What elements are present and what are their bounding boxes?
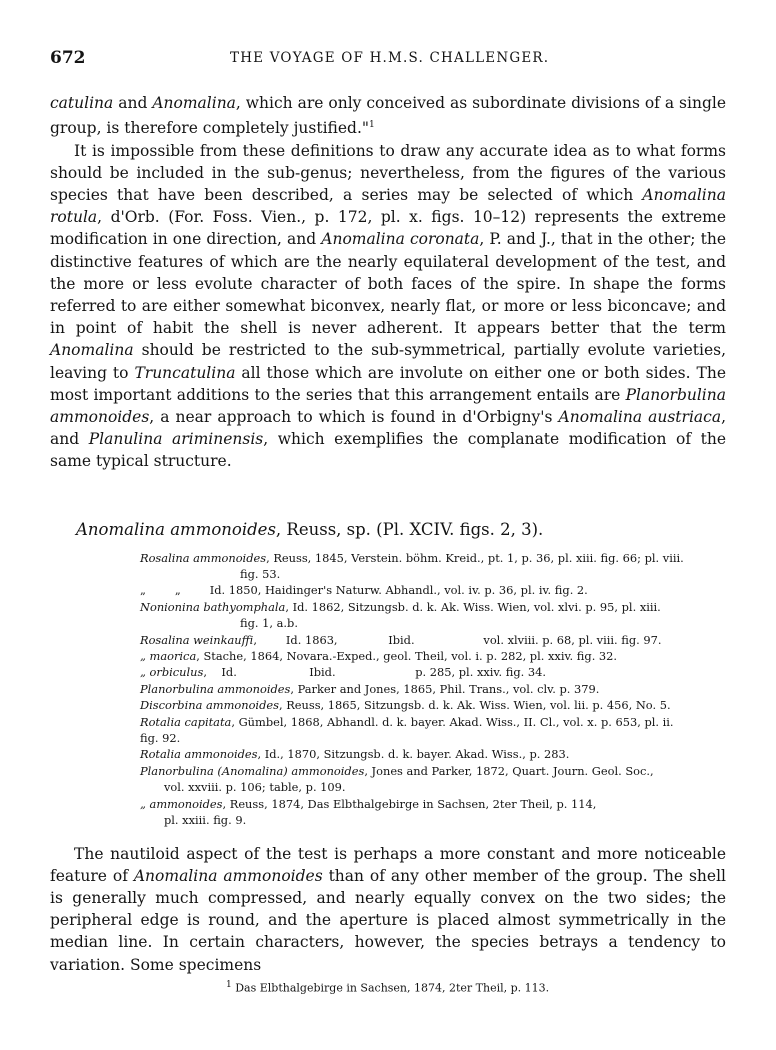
- species-name: Anomalina ammonoides: [76, 519, 276, 539]
- synonymy-entry: [140, 779, 726, 795]
- synonymy-entry: [140, 599, 726, 615]
- paragraph-2: [50, 140, 726, 473]
- synonym-name: Rosalina ammonoides: [140, 550, 267, 565]
- page: [50, 40, 726, 994]
- taxon-name: Anomalina austriaca: [558, 408, 722, 426]
- synonym-citation: , Stache, 1864, Novara.-Exped., geol. Theil, vol. i. p. 282, pl. xxiv. fig. 32.: [196, 649, 618, 664]
- synonymy-entry: [140, 582, 726, 598]
- synonym-citation: , Id. Ibid. p. 285, pl. xxiv. fig. 34.: [203, 665, 546, 680]
- synonym-citation: , Reuss, 1845, Verstein. böhm. Kreid., pt. 1, p. 36, pl. xiii. fig. 66; pl. viii.: [266, 550, 684, 565]
- text-span: , which are only conceived as subordinate divisions of a single group, is therefore completely justified.": [50, 94, 726, 138]
- synonym-citation: , Gümbel, 1868, Abhandl. d. k. bayer. Akad. Wiss., II. Cl., vol. x. p. 653, pl. ii.: [231, 714, 674, 729]
- synonymy-entry: [140, 714, 726, 730]
- synonymy-entry: [140, 632, 726, 648]
- synonymy-list: [140, 550, 726, 829]
- taxon-name: Anomalina coronata: [321, 230, 480, 249]
- synonymy-entry: [140, 746, 726, 762]
- synonym-citation: , Reuss, 1874, Das Elbthalgebirge in Sachsen, 2ter Theil, p. 114,: [222, 796, 597, 811]
- synonym-name: Rotalia ammonoides: [140, 747, 258, 762]
- footnote-marker: 1: [369, 120, 375, 131]
- text-span: The nautiloid aspect of the test is perhaps a more constant and more noticeable feature of: [50, 844, 726, 885]
- synonym-name: Rotalia capitata: [140, 714, 232, 729]
- synonym-citation: fig. 1, a.b.: [240, 616, 298, 631]
- genus-anomalina: Anomalina: [152, 94, 236, 112]
- text-span: should be restricted to the sub-symmetrical, partially evolute varieties, leaving to: [50, 341, 726, 382]
- synonym-name: Rosalina weinkauffi: [140, 632, 254, 647]
- synonymy-entry: [140, 664, 726, 680]
- synonym-name: Nonionina bathyomphala: [140, 599, 286, 614]
- text-span: all those which are involute on either one or both sides. The most important additions to the series that this arrangement entails are: [50, 363, 727, 404]
- synonym-citation: fig. 92.: [140, 731, 181, 746]
- synonymy-entry: [140, 812, 726, 828]
- synonymy-entry: [140, 550, 726, 566]
- footnote-text: Das Elbthalgebirge in Sachsen, 1874, 2ter Theil, p. 113.: [231, 981, 550, 995]
- synonym-name: Planorbulina ammonoides: [140, 681, 291, 696]
- paragraph-3: [50, 843, 726, 976]
- synonym-name: „ orbiculus: [140, 665, 204, 680]
- synonym-citation: , Id. 1863, Ibid. vol. xlviii. p. 68, pl. viii. fig. 97.: [253, 632, 662, 647]
- synonymy-entry: [140, 697, 726, 713]
- paragraph-1: [50, 92, 726, 140]
- text-span: , d'Orb. (For. Foss. Vien., p. 172, pl. x. figs. 10–12) represents the extreme modification in one direction, and: [50, 208, 726, 249]
- genus-catulina: catulina: [50, 94, 114, 112]
- taxon-name: Anomalina ammonoides: [133, 866, 323, 885]
- species-heading: [76, 519, 726, 541]
- synonym-name: „ maorica: [140, 649, 197, 664]
- species-heading-rest: , Reuss, sp. (Pl. XCIV. figs. 2, 3).: [275, 519, 544, 539]
- synonymy-entry: [140, 763, 726, 779]
- taxon-name: Planulina ariminensis: [88, 430, 264, 449]
- footnote: [50, 980, 726, 995]
- synonym-name: Planorbulina (Anomalina) ammonoides: [140, 763, 365, 778]
- synonym-name: „ ammonoides: [140, 796, 223, 811]
- synonymy-entry: [140, 796, 726, 812]
- synonym-citation: , Jones and Parker, 1872, Quart. Journ. Geol. Soc.,: [364, 763, 654, 778]
- text-span: and: [113, 94, 153, 112]
- synonymy-entry: [140, 648, 726, 664]
- running-header: [50, 40, 726, 70]
- text-span: , and: [50, 408, 726, 449]
- synonym-citation: , Id., 1870, Sitzungsb. d. k. bayer. Akad. Wiss., p. 283.: [257, 747, 570, 762]
- synonym-citation: vol. xxviii. p. 106; table, p. 109.: [164, 780, 346, 795]
- taxon-name: Anomalina: [50, 341, 134, 360]
- synonym-name: Discorbina ammonoides: [140, 698, 279, 713]
- taxon-name: Planorbulina ammonoides: [50, 385, 726, 426]
- taxon-name: Truncatulina: [134, 363, 236, 382]
- text-span: , P. and J., that in the other; the distinctive features of which are the nearly equilateral development of the test, and the more or less evolute character of both faces of the spire. In shape the forms referred to are either somewhat biconvex, nearly flat, or more or less biconcave; and in point of habit the shell is never adherent. It appears better that the term: [50, 230, 726, 338]
- synonymy-entry: [140, 730, 726, 746]
- synonymy-entry: [140, 681, 726, 697]
- synonym-citation: pl. xxiii. fig. 9.: [164, 813, 247, 828]
- synonym-citation: , Reuss, 1865, Sitzungsb. d. k. Ak. Wiss. Wien, vol. lii. p. 456, No. 5.: [278, 698, 671, 713]
- text-span: than of any other member of the group. The shell is generally much compressed, and nearly equally convex on the two sides; the peripheral edge is round, and the aperture is placed almost symmetrically in the median line. In certain characters, however, the species betrays a tendency to variation. Some specimens: [50, 866, 726, 974]
- synonymy-entry: [140, 615, 726, 631]
- text-span: , which exemplifies the complanate modification of the same typical structure.: [50, 430, 726, 471]
- synonym-citation: , Parker and Jones, 1865, Phil. Trans., vol. clv. p. 379.: [290, 681, 600, 696]
- text-span: It is impossible from these definitions to draw any accurate idea as to what forms should be included in the sub-genus; nevertheless, from the figures of the various species that have been described, a series may be selected of which: [50, 141, 726, 204]
- synonymy-entry: [140, 566, 726, 582]
- synonym-citation: , Id. 1862, Sitzungsb. d. k. Ak. Wiss. Wien, vol. xlvi. p. 95, pl. xiii.: [285, 599, 661, 614]
- footnote-number: 1: [226, 979, 232, 990]
- text-span: , a near approach to which is found in d'Orbigny's: [149, 408, 559, 426]
- page-number: 672: [50, 48, 86, 68]
- synonym-citation: fig. 53.: [240, 567, 281, 582]
- running-title: THE VOYAGE OF H.M.S. CHALLENGER.: [230, 50, 550, 66]
- taxon-name: Anomalina rotula: [50, 185, 726, 227]
- synonym-citation: „ „ Id. 1850, Haidinger's Naturw. Abhandl., vol. iv. p. 36, pl. iv. fig. 2.: [140, 583, 588, 598]
